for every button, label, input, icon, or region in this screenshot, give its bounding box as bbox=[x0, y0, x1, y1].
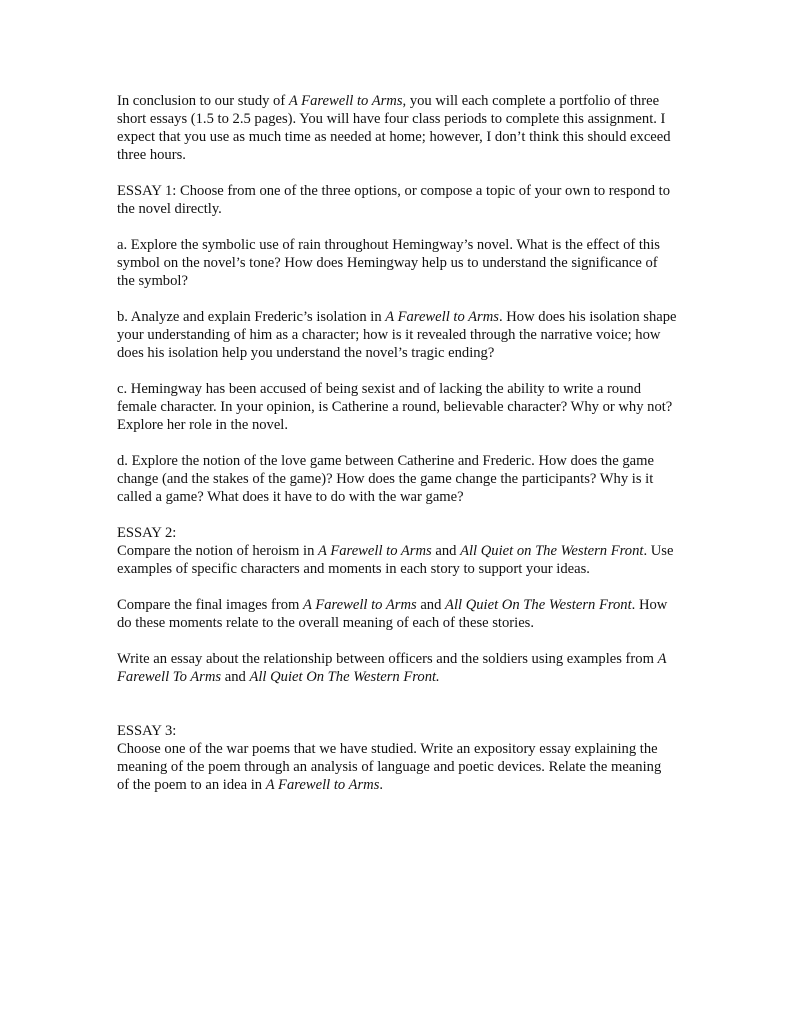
essay2-paragraph-3 bbox=[117, 650, 677, 686]
essay2-p1-text-3: . Use examples of specific characters and moments in each story to support your ideas. bbox=[117, 543, 674, 577]
essay2-p2-text-2: and bbox=[416, 597, 446, 613]
essay2-p1-text-1: Compare the notion of heroism in bbox=[117, 543, 319, 559]
essay1-option-b bbox=[117, 308, 677, 362]
essay2-p2-text-3: . How do these moments relate to the overall meaning of each of these stories. bbox=[117, 597, 668, 631]
essay2-p3-text-1: Write an essay about the relationship between officers and the soldiers using examples from bbox=[117, 651, 658, 667]
essay2-paragraph-2 bbox=[117, 596, 677, 632]
option-b-title: A Farewell to Arms bbox=[385, 309, 499, 325]
essay1-option-c bbox=[117, 380, 677, 434]
essay2-section bbox=[117, 524, 677, 578]
essay3-p1-text-2: . bbox=[379, 777, 384, 793]
essay1-option-c-text: c. Hemingway has been accused of being sexist and of lacking the ability to write a round female character. In your opinion, is Catherine a round, believable character? Why or why not? Explore her role in the novel. bbox=[117, 381, 673, 433]
essay2-p1-title-2: All Quiet on The Western Front bbox=[460, 543, 644, 559]
essay1-option-a bbox=[117, 236, 677, 290]
intro-text-1: In conclusion to our study of bbox=[117, 93, 289, 109]
document-page bbox=[117, 92, 677, 812]
essay1-option-d bbox=[117, 452, 677, 506]
option-b-text-2: . How does his isolation shape your understanding of him as a character; how is it revealed through the narrative voice; how does his isolation help you understand the novel’s tragic ending? bbox=[117, 309, 677, 361]
essay2-p1-title-1: A Farewell to Arms bbox=[318, 543, 432, 559]
intro-text-2: , you will each complete a portfolio of three short essays (1.5 to 2.5 pages). You will have four class periods to complete this assignment. I expect that you use as much time as needed at home; however, I don’t think this should exceed three hours. bbox=[117, 93, 671, 163]
essay1-option-a-text: a. Explore the symbolic use of rain throughout Hemingway’s novel. What is the effect of this symbol on the novel’s tone? How does Hemingway help us to understand the significance of the symbol? bbox=[117, 237, 660, 289]
essay3-heading: ESSAY 3: bbox=[117, 723, 177, 739]
intro-title: A Farewell to Arms bbox=[288, 93, 403, 109]
essay2-p3-title-2: All Quiet On The Western Front. bbox=[249, 669, 440, 685]
essay2-p2-text-1: Compare the final images from bbox=[117, 597, 304, 613]
essay1-heading bbox=[117, 182, 677, 218]
essay2-p3-title-1: A Farewell To Arms bbox=[117, 651, 667, 685]
option-b-text-1: b. Analyze and explain Frederic’s isolation in bbox=[117, 309, 386, 325]
essay1-option-d-text: d. Explore the notion of the love game between Catherine and Frederic. How does the game change (and the stakes of the game)? How does the game change the participants? Why is it called a game? What does it have to do with the war game? bbox=[117, 453, 654, 505]
essay1-heading-text: ESSAY 1: Choose from one of the three options, or compose a topic of your own to respond to the novel directly. bbox=[117, 183, 671, 217]
essay3-p1-text-1: Choose one of the war poems that we have studied. Write an expository essay explaining the meaning of the poem through an analysis of language and poetic devices. Relate the meaning of the poem to an idea in bbox=[117, 741, 662, 793]
essay2-p3-text-2: and bbox=[221, 669, 250, 685]
essay3-section bbox=[117, 722, 677, 794]
essay2-p2-title-1: A Farewell to Arms bbox=[303, 597, 417, 613]
intro-paragraph bbox=[117, 92, 677, 164]
essay3-p1-title: A Farewell to Arms bbox=[265, 777, 380, 793]
essay2-heading: ESSAY 2: bbox=[117, 525, 177, 541]
essay2-p2-title-2: All Quiet On The Western Front bbox=[445, 597, 632, 613]
essay2-p1-text-2: and bbox=[431, 543, 461, 559]
